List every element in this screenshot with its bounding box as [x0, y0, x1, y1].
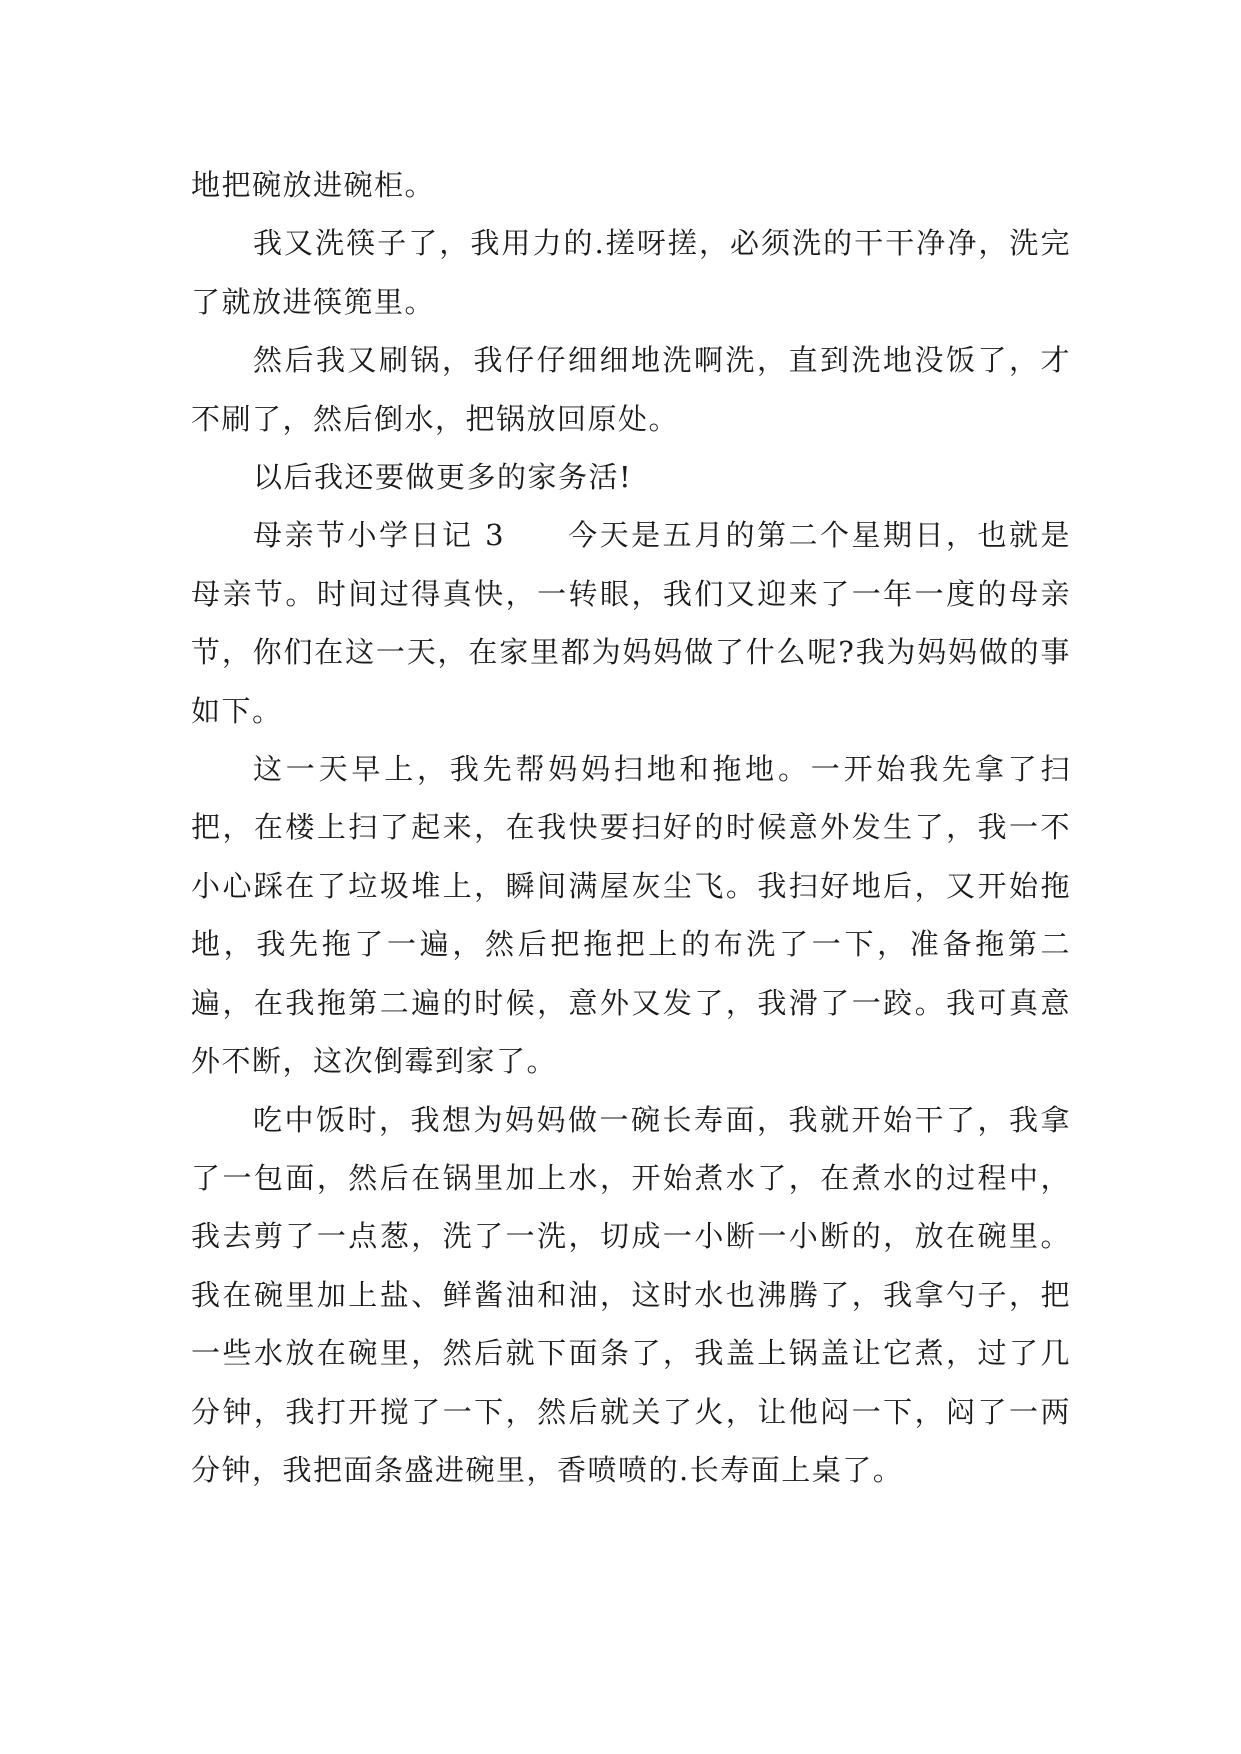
paragraph-5: 这一天早上，我先帮妈妈扫地和拖地。一开始我先拿了扫把，在楼上扫了起来，在我快要扫好的时候意外发生了，我一不小心踩在了垃圾堆上，瞬间满屋灰尘飞。我扫好地后，又开始拖地，我先拖了一遍，然后把拖把上的布洗了一下，准备拖第二遍，在我拖第二遍的时候，意外又发了，我滑了一跤。我可真意外不断，这次倒霉到家了。	[191, 752, 1071, 1079]
paragraph-3: 然后我又刷锅，我仔仔细细地洗啊洗，直到洗地没饭了，才不刷了，然后倒水，把锅放回原处。	[191, 343, 1071, 436]
section-first-text: 今天是五月的第二个星期日，也就是母亲节。时间过得真快，一转眼，我们又迎来了一年一度的母亲节，你们在这一天，在家里都为妈妈做了什么呢?我为妈妈做的事如下。	[191, 518, 1071, 728]
paragraph-6: 吃中饭时，我想为妈妈做一碗长寿面，我就开始干了，我拿了一包面，然后在锅里加上水，开始煮水了，在煮水的过程中，我去剪了一点葱，洗了一洗，切成一小断一小断的，放在碗里。我在碗里加上盐、鲜酱油和油，这时水也沸腾了，我拿勺子，把一些水放在碗里，然后就下面条了，我盖上锅盖让它煮，过了几分钟，我打开搅了一下，然后就关了火，让他闷一下，闷了一两分钟，我把面条盛进碗里，香喷喷的.长寿面上桌了。	[191, 1102, 1071, 1487]
paragraph-1: 地把碗放进碗柜。	[191, 168, 436, 202]
paragraph-4: 以后我还要做更多的家务活!	[253, 460, 633, 495]
paragraph-2: 我又洗筷子了，我用力的.搓呀搓，必须洗的干干净净，洗完了就放进筷篼里。	[191, 226, 1071, 319]
section-title: 母亲节小学日记 3	[253, 518, 506, 553]
section-paragraph	[191, 506, 1071, 740]
document-body	[191, 156, 1071, 1499]
